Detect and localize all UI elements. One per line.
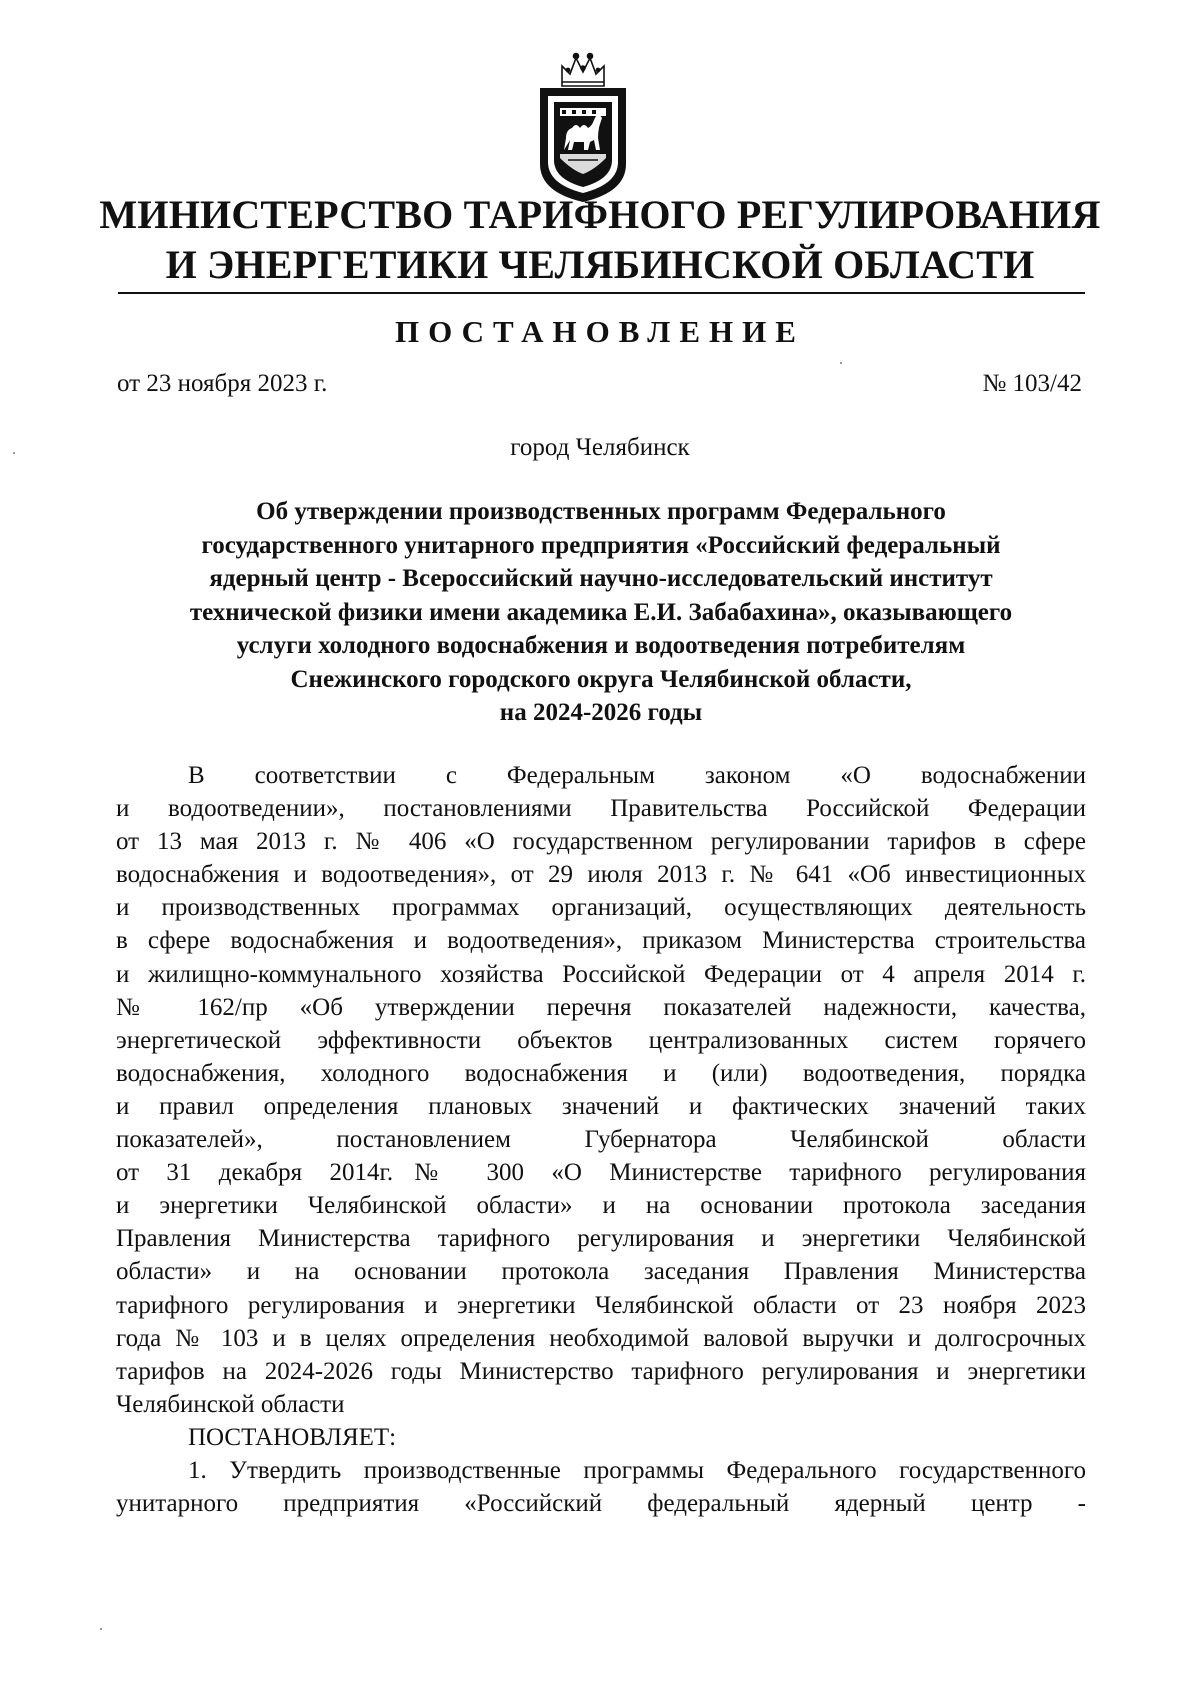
scan-speck [13,452,15,454]
document-body [116,759,1086,1520]
body-line: В соответствии с Федеральным законом «О водоснабжении [188,762,1086,789]
document-number: № 103/42 [982,370,1082,397]
body-line: 1. Утвердить производственные программы Федерального государственного [188,1456,1086,1484]
body-line: года № 103 и в целях определения необходимой валовой выручки и долгосрочных [116,1324,1086,1352]
body-line: в сфере водоснабжения и водоотведения», приказом Министерства строительства [116,927,1086,955]
body-line: тарифов на 2024-2026 годы Министерство тарифного регулирования и энергетики [116,1357,1086,1385]
scan-speck [100,1628,102,1630]
body-line: показателей», постановлением Губернатора Челябинской области [116,1126,1086,1154]
document-type-heading: ПОСТАНОВЛЕНИЕ [395,314,805,349]
body-line: Челябинской области [116,1390,345,1418]
title-line: государственного унитарного предприятия «Российский федеральный [201,531,1001,559]
body-line: от 31 декабря 2014г.№ 300 «О Министерстве тарифного регулирования [116,1159,1086,1187]
body-line: водоснабжения, холодного водоснабжения и (или) водоотведения, порядка [116,1059,1086,1087]
coat-of-arms-emblem [532,46,634,204]
body-line: и правил определения плановых значений и фактических значений таких [116,1092,1086,1120]
document-city: город Челябинск [510,434,690,461]
title-line: ядерный центр - Всероссийский научно-исследовательский институт [209,565,993,592]
body-line: и жилищно-коммунального хозяйства Российской Федерации от 4 апреля 2014 г. [116,960,1086,988]
title-line: Об утверждении производственных программ Федерального [256,498,946,525]
body-line: и энергетики Челябинской области» и на основании протокола заседания [116,1192,1086,1220]
title-line: услуги холодного водоснабжения и водоотведения потребителям [236,632,966,659]
header-divider [118,292,1085,294]
title-line: Снежинского городского округа Челябинской области, [290,665,912,693]
ministry-name-line-1: МИНИСТЕРСТВО ТАРИФНОГО РЕГУЛИРОВАНИЯ [99,192,1101,237]
document-title [120,495,1082,730]
ministry-name-line-2: И ЭНЕРГЕТИКИ ЧЕЛЯБИНСКОЙ ОБЛАСТИ [165,242,1035,287]
title-line: на 2024-2026 годы [499,699,703,726]
title-line: технической физики имени академика Е.И. Забабахина», оказывающего [189,598,1013,626]
body-line: и производственных программах организаций, осуществляющих деятельность [116,894,1086,922]
body-line: от 13 мая 2013 г. № 406 «О государственном регулировании тарифов в сфере [116,828,1086,856]
body-line: водоснабжения и водоотведения», от 29 июля 2013 г. № 641 «Об инвестиционных [116,861,1086,889]
body-line: унитарного предприятия «Российский федеральный ядерный центр - [116,1490,1086,1518]
decree-resolves-label: ПОСТАНОВЛЯЕТ: [188,1423,397,1451]
body-line: и водоотведении», постановлениями Правительства Российской Федерации [116,795,1086,823]
body-line: тарифного регулирования и энергетики Челябинской области от 23 ноября 2023 [116,1291,1086,1319]
body-line: № 162/пр «Об утверждении перечня показателей надежности, качества, [116,993,1086,1021]
body-line: области» и на основании протокола заседания Правления Министерства [116,1258,1086,1286]
body-line: энергетической эффективности объектов централизованных систем горячего [116,1026,1086,1054]
scan-speck [840,362,842,364]
document-date: от 23 ноября 2023 г. [117,370,328,397]
body-line: Правления Министерства тарифного регулирования и энергетики Челябинской [116,1225,1086,1253]
